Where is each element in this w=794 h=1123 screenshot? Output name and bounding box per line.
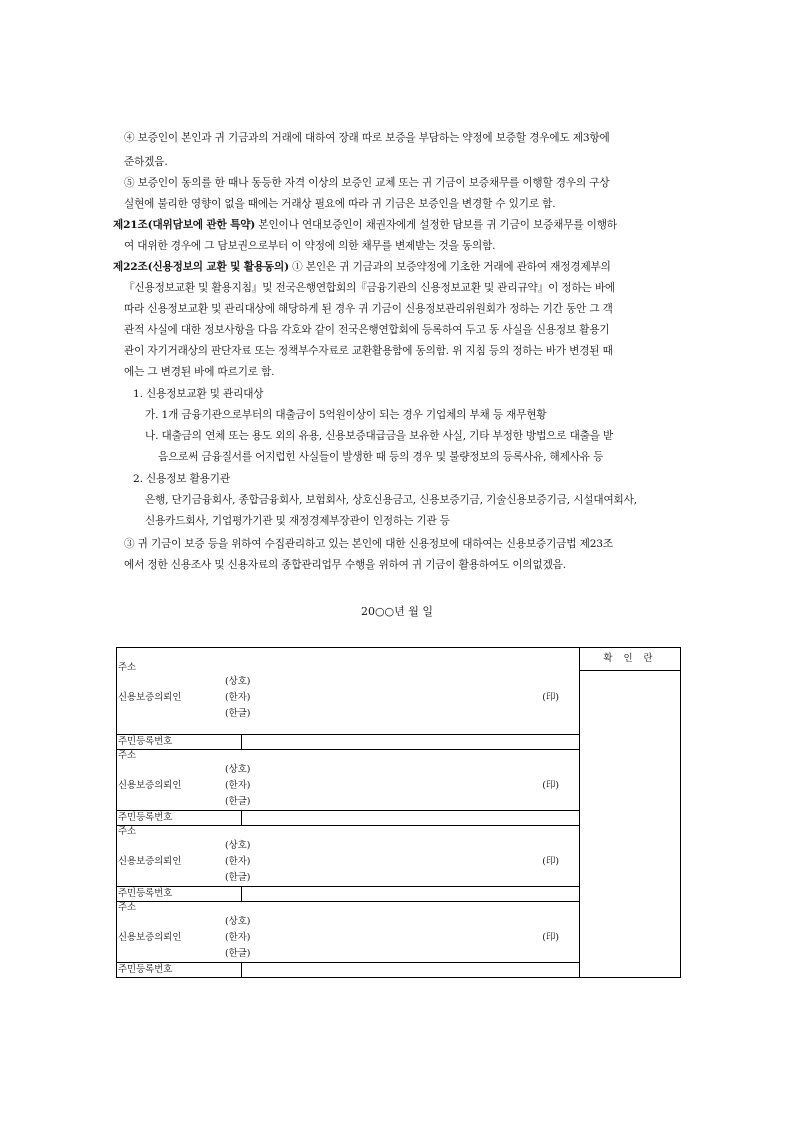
trade-name-label: (상호) [225, 676, 251, 687]
item-2-line-2: 신용카드회사, 기업평가기관 및 재정경제부장관이 인정하는 기관 등 [145, 515, 450, 527]
trade-name-label: (상호) [225, 764, 251, 775]
applicant-label: 신용보증의뢰인 [118, 932, 182, 943]
applicant-block-1 [117, 662, 579, 749]
applicant-block-4 [117, 901, 579, 977]
article-22-title: 제22조(신용정보의 교환 및 활용동의) [113, 261, 289, 273]
article-22-text: ① 본인은 귀 기금과의 보증약정에 기초한 거래에 관하여 재정경제부의 [292, 261, 611, 273]
clause-3-line-1: ③ 귀 기금이 보증 등을 위하여 수집관리하고 있는 본인에 대한 신용정보에 대하여는 신용보증기금법 제23조 [124, 538, 613, 550]
hanja-label: (한자) [225, 856, 251, 867]
address-label: 주소 [118, 662, 137, 673]
seal-mark: (印) [542, 780, 559, 791]
resident-id-label: 주민등록번호 [117, 735, 242, 749]
applicant-block-3 [117, 825, 579, 901]
trade-name-label: (상호) [225, 916, 251, 927]
clause-3-line-2: 에서 정한 신용조사 및 신용자료의 종합관리업무 수행을 위하여 귀 기금이 활용하여도 이의없겠음. [124, 559, 566, 571]
hangul-label: (한글) [225, 948, 251, 959]
item-1-na-line-1: 나. 대출금의 연체 또는 용도 외의 유용, 신용보증대급금을 보유한 사실, 기타 부정한 방법으로 대출을 받 [145, 430, 614, 442]
item-1-ga: 가. 1개 금융기관으로부터의 대출금이 5억원이상이 되는 경우 기업체의 부채 등 재무현황 [145, 409, 547, 421]
article-22-line-6: 에는 그 변경된 바에 따르기로 함. [124, 366, 275, 378]
article-21-title: 제21조(대위담보에 관한 특약) [113, 219, 256, 231]
hangul-label: (한글) [225, 708, 251, 719]
hanja-label: (한자) [225, 780, 251, 791]
applicant-label: 신용보증의뢰인 [118, 692, 182, 703]
item-2-line-1: 은행, 단기금융회사, 종합금융회사, 보험회사, 상호신용금고, 신용보증기금, 기술신용보증기금, 시설대여회사, [145, 494, 637, 506]
address-label: 주소 [118, 826, 137, 837]
article-21-line-2: 여 대위한 경우에 그 담보권으로부터 이 약정에 의한 채무를 변제받는 것을 동의함. [124, 240, 496, 252]
item-1-na-line-2: 음으로써 금융질서를 어지럽힌 사실들이 발생한 때 등의 경우 및 불량정보의 등록사유, 해제사유 등 [158, 451, 604, 463]
hangul-label: (한글) [225, 872, 251, 883]
clause-5-line-2: 실현에 불리한 영향이 없을 때에는 거래상 필요에 따라 귀 기금은 보증인을 변경할 수 있기로 함. [124, 198, 556, 210]
article-21-line-1 [113, 218, 617, 232]
resident-id-label: 주민등록번호 [117, 963, 242, 977]
applicant-label: 신용보증의뢰인 [118, 780, 182, 791]
article-21-text: 본인이나 연대보증인이 채권자에게 설정한 담보를 귀 기금이 보증채무를 이행하 [258, 219, 617, 231]
seal-mark: (印) [542, 932, 559, 943]
applicant-label: 신용보증의뢰인 [118, 856, 182, 867]
address-label: 주소 [118, 750, 137, 761]
resident-id-field[interactable] [242, 811, 579, 825]
resident-id-field[interactable] [242, 963, 579, 977]
clause-4-line-2: 준하겠음. [124, 156, 168, 168]
article-22-line-1 [113, 260, 611, 274]
applicant-block-2 [117, 749, 579, 825]
trade-name-label: (상호) [225, 840, 251, 851]
resident-id-field[interactable] [242, 887, 579, 901]
confirmation-header: 확 인 란 [580, 648, 680, 671]
signature-table [116, 647, 681, 978]
resident-id-field[interactable] [242, 735, 579, 749]
hanja-label: (한자) [225, 932, 251, 943]
item-1-heading: 1. 신용정보교환 및 관리대상 [133, 388, 264, 400]
article-22-line-5: 관이 자기거래상의 판단자료 또는 정책부수자료로 교환활용함에 동의함. 위 지침 등의 정하는 바가 변경된 때 [124, 345, 613, 357]
confirmation-column [580, 648, 681, 978]
resident-id-label: 주민등록번호 [117, 811, 242, 825]
date-line: 20○○년 월 일 [360, 605, 434, 618]
applicant-blocks [117, 648, 580, 978]
clause-4-line-1: ④ 보증인이 본인과 귀 기금과의 거래에 대하여 장래 따로 보증을 부담하는 약정에 보증할 경우에도 제3항에 [124, 132, 610, 144]
resident-id-label: 주민등록번호 [117, 887, 242, 901]
seal-mark: (印) [542, 692, 559, 703]
seal-mark: (印) [542, 856, 559, 867]
address-label: 주소 [118, 902, 137, 913]
article-22-line-2: 『신용정보교환 및 활용지침』및 전국은행연합회의『금융기관의 신용정보교환 및 관리규약』이 정하는 바에 [124, 282, 616, 294]
hangul-label: (한글) [225, 796, 251, 807]
article-22-line-4: 관적 사실에 대한 정보사항을 다음 각호와 같이 전국은행연합회에 등록하여 두고 동 사실을 신용정보 활용기 [124, 324, 610, 336]
article-22-line-3: 따라 신용정보교환 및 관리대상에 해당하게 된 경우 귀 기금이 신용정보관리위원회가 정하는 기간 동안 그 객 [124, 303, 613, 315]
clause-5-line-1: ⑤ 보증인이 동의를 한 때나 동등한 자격 이상의 보증인 교체 또는 귀 기금이 보증채무를 이행할 경우의 구상 [124, 177, 610, 189]
confirmation-area[interactable] [580, 671, 680, 959]
hanja-label: (한자) [225, 692, 251, 703]
item-2-heading: 2. 신용정보 활용기관 [133, 473, 230, 485]
